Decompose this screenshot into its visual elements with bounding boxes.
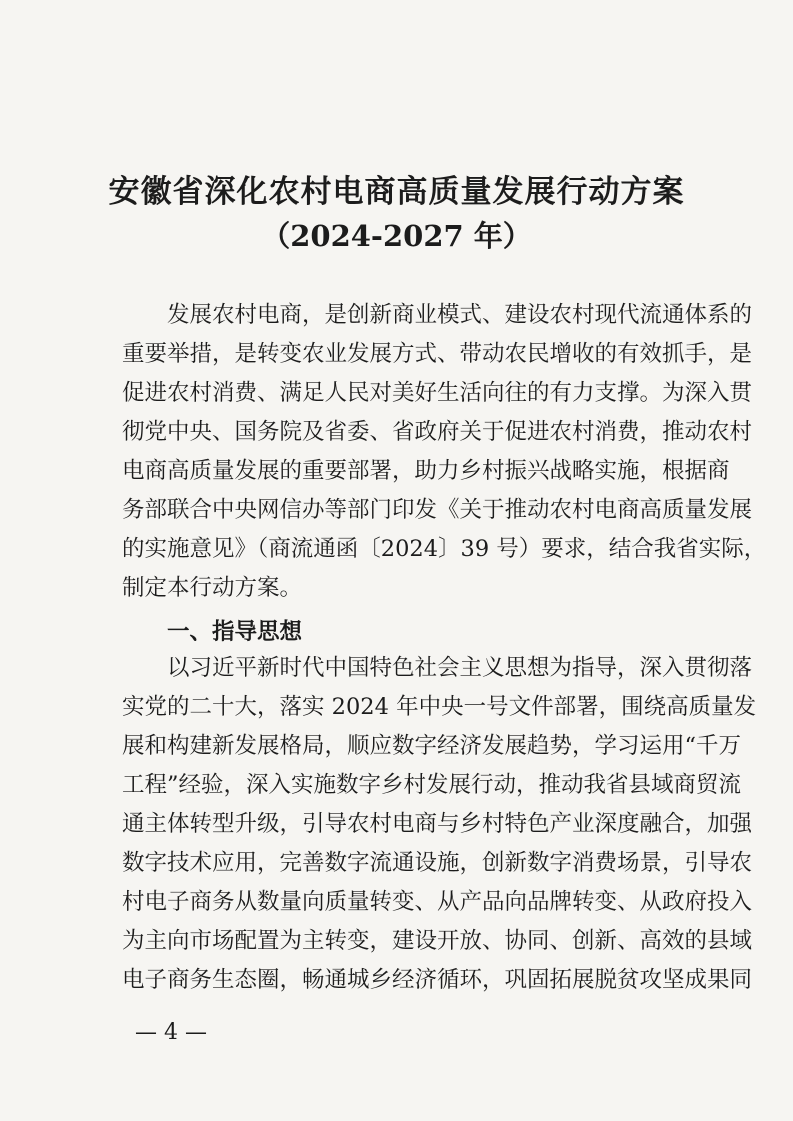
document-subtitle: （2024-2027 年） [261,219,532,253]
paragraph-line: 通主体转型升级，引导农村电商与乡村特色产业深度融合，加强 [122,811,753,837]
paragraph-line: 务部联合中央网信办等部门印发《关于推动农村电商高质量发展 [122,497,753,523]
paragraph-line: 展和构建新发展格局，顺应数字经济发展趋势，学习运用“千万 [122,733,742,759]
paragraph-line: 数字技术应用，完善数字流通设施，创新数字消费场景，引导农 [122,850,753,876]
paragraph-line: 电子商务生态圈，畅通城乡经济循环，巩固拓展脱贫攻坚成果同 [122,967,753,993]
paragraph-line: 工程”经验，深入实施数字乡村发展行动，推动我省县域商贸流 [122,772,742,798]
paragraph-line: 促进农村消费、满足人民对美好生活向往的有力支撑。为深入贯 [122,380,753,406]
paragraph-line: 为主向市场配置为主转变，建设开放、协同、创新、高效的县域 [122,928,753,954]
paragraph-line: 电商高质量发展的重要部署，助力乡村振兴战略实施，根据商 [122,458,730,484]
paragraph-line: 的实施意见》（商流通函〔2024〕39 号）要求，结合我省实际， [122,536,767,562]
paragraph-line: 彻党中央、国务院及省委、省政府关于促进农村消费，推动农村 [122,419,753,445]
paragraph-line: 制定本行动方案。 [122,575,303,601]
page-number: — 4 — [135,1020,207,1045]
document-title: 安徽省深化农村电商高质量发展行动方案 [108,174,685,210]
paragraph-line: 发展农村电商，是创新商业模式、建设农村现代流通体系的 [167,302,753,328]
paragraph-line: 以习近平新时代中国特色社会主义思想为指导，深入贯彻落 [167,655,753,681]
paragraph-line: 村电子商务从数量向质量转变、从产品向品牌转变、从政府投入 [122,889,753,915]
paragraph-line: 重要举措，是转变农业发展方式、带动农民增收的有效抓手，是 [122,341,753,367]
paragraph-line: 实党的二十大，落实 2024 年中央一号文件部署，围绕高质量发 [122,694,757,720]
section-heading: 一、指导思想 [167,619,303,645]
